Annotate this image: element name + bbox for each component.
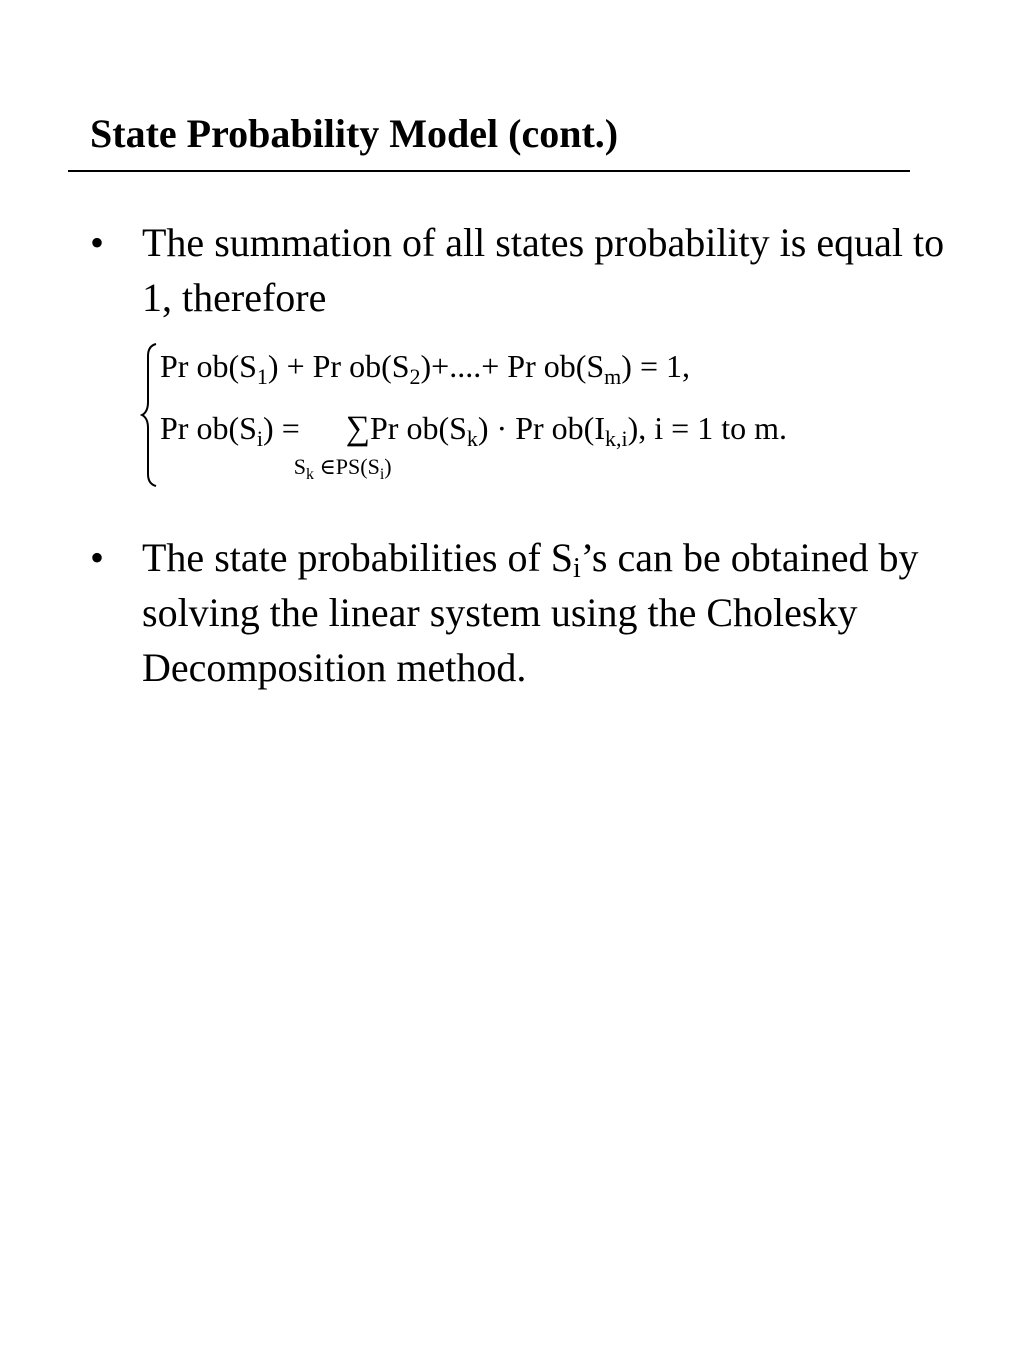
eq-text: ) = 1,	[621, 348, 690, 384]
equation-line-sum-total	[160, 348, 690, 389]
bullet-text-summation: The summation of all states probability is equal to 1, therefore	[142, 220, 945, 320]
equation-line-state-probability	[160, 410, 787, 483]
eq-subscript: k	[466, 426, 478, 451]
eq-text: Pr ob(S	[160, 410, 257, 446]
equation-block	[140, 340, 1000, 490]
eq-text: )	[384, 454, 392, 479]
eq-subscript: i	[379, 466, 385, 483]
eq-text: ∈PS(S	[313, 454, 380, 479]
title-divider	[68, 170, 910, 172]
eq-text: ) + Pr ob(S	[267, 348, 410, 384]
eq-subscript: 1	[256, 364, 268, 389]
summation-range	[293, 454, 392, 483]
summation	[293, 410, 392, 483]
bullet-text-cholesky	[142, 530, 972, 695]
eq-text: Pr ob(S	[369, 410, 467, 446]
eq-text: ), i = 1 to m.	[627, 410, 787, 446]
eq-text: )+....+ Pr ob(S	[420, 348, 605, 384]
bullet-marker: •	[90, 535, 105, 580]
eq-text: ) · Pr ob(I	[477, 410, 605, 446]
eq-subscript: i	[256, 426, 264, 451]
bullet-text-part: ’s can be obtained by solving the linear system using the Cholesky Decomposition method.	[142, 535, 919, 690]
bullet-subscript: i	[573, 553, 581, 584]
eq-subscript: 2	[409, 364, 421, 389]
summation-sign: ∑	[345, 410, 370, 447]
eq-subscript: m	[604, 364, 622, 389]
eq-text: Pr ob(S	[160, 348, 257, 384]
eq-subscript: k,i	[604, 426, 628, 451]
eq-text: ) =	[263, 410, 300, 446]
left-brace	[140, 340, 160, 490]
eq-text: S	[293, 454, 306, 479]
slide-title: State Probability Model (cont.)	[90, 111, 619, 156]
bullet-text-part: The state probabilities of S	[142, 535, 574, 580]
eq-subscript: k	[305, 466, 314, 483]
bullet-marker: •	[90, 220, 105, 265]
